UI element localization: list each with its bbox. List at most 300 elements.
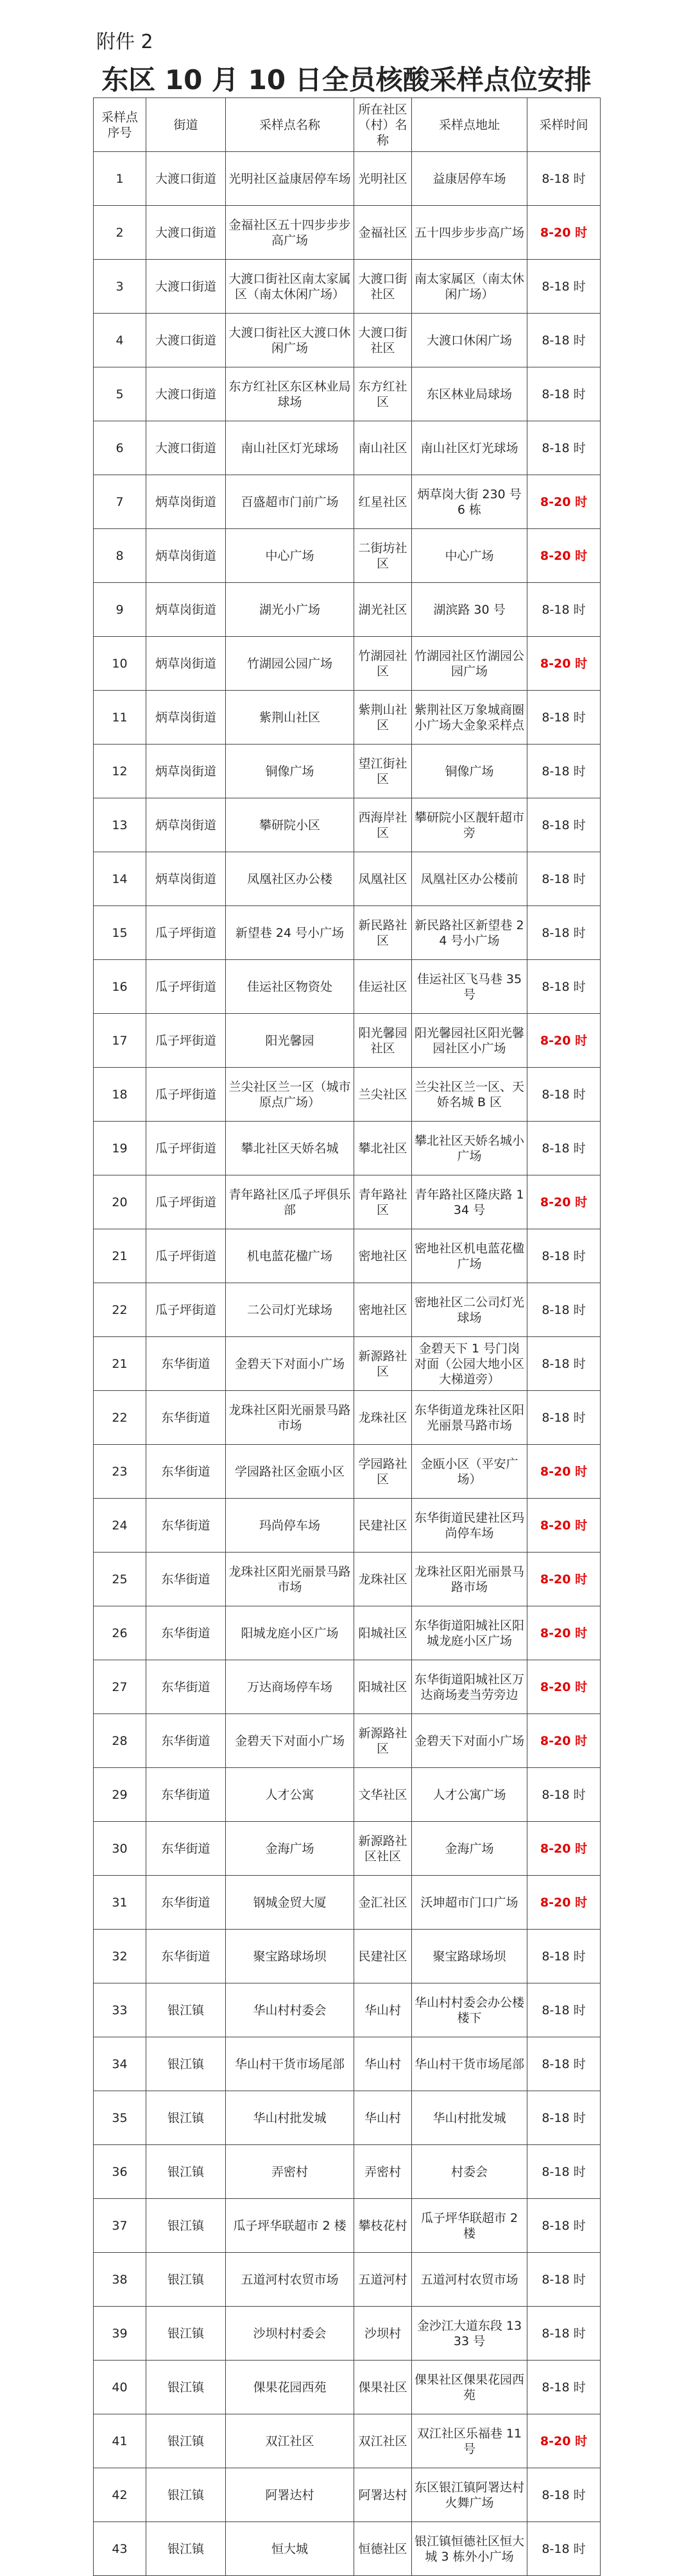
table-row xyxy=(94,745,601,798)
cell-address: 华山村村委会办公楼楼下 xyxy=(412,1983,527,2037)
cell-street: 东华街道 xyxy=(146,1499,226,1553)
cell-community: 密地社区 xyxy=(354,1283,412,1337)
table-row xyxy=(94,583,601,637)
cell-site-number: 36 xyxy=(94,2145,146,2199)
cell-site-name: 青年路社区瓜子坪俱乐部 xyxy=(226,1175,354,1229)
cell-site-name: 机电蓝花楹广场 xyxy=(226,1229,354,1283)
cell-site-name: 攀北社区天娇名城 xyxy=(226,1122,354,1175)
cell-address: 炳草岗大街 230 号 6 栋 xyxy=(412,475,527,529)
table-row xyxy=(94,1876,601,1930)
cell-site-name: 阳光馨园 xyxy=(226,1014,354,1068)
cell-street: 东华街道 xyxy=(146,1391,226,1445)
cell-address: 大渡口休闲广场 xyxy=(412,314,527,367)
cell-street: 东华街道 xyxy=(146,1714,226,1768)
cell-time: 8-20 时 xyxy=(527,1499,601,1553)
table-row xyxy=(94,1068,601,1122)
cell-community: 新源路社区社区 xyxy=(354,1822,412,1876)
table-row xyxy=(94,206,601,260)
cell-site-number: 2 xyxy=(94,206,146,260)
cell-time: 8-18 时 xyxy=(527,260,601,314)
cell-site-name: 竹湖园公园广场 xyxy=(226,637,354,691)
cell-time: 8-18 时 xyxy=(527,1768,601,1822)
table-row xyxy=(94,852,601,906)
cell-address: 倮果社区倮果花园西苑 xyxy=(412,2361,527,2414)
cell-time: 8-20 时 xyxy=(527,1822,601,1876)
cell-site-name: 人才公寓 xyxy=(226,1768,354,1822)
cell-address: 金碧天下对面小广场 xyxy=(412,1714,527,1768)
cell-community: 民建社区 xyxy=(354,1499,412,1553)
cell-time: 8-18 时 xyxy=(527,852,601,906)
cell-community: 光明社区 xyxy=(354,152,412,206)
table-row xyxy=(94,2361,601,2414)
cell-site-number: 20 xyxy=(94,1175,146,1229)
cell-time: 8-18 时 xyxy=(527,2253,601,2307)
cell-site-number: 37 xyxy=(94,2199,146,2253)
cell-community: 南山社区 xyxy=(354,421,412,475)
header-time: 采样时间 xyxy=(527,98,601,152)
cell-site-number: 13 xyxy=(94,798,146,852)
cell-address: 银江镇恒德社区恒大城 3 栋外小广场 xyxy=(412,2522,527,2576)
cell-site-number: 40 xyxy=(94,2361,146,2414)
cell-community: 新源路社区 xyxy=(354,1714,412,1768)
header-address: 采样点地址 xyxy=(412,98,527,152)
cell-site-name: 金福社区五十四步步步高广场 xyxy=(226,206,354,260)
table-row xyxy=(94,1553,601,1606)
cell-street: 瓜子坪街道 xyxy=(146,1068,226,1122)
cell-site-number: 10 xyxy=(94,637,146,691)
attachment-label: 附件 2 xyxy=(96,31,153,53)
cell-community: 佳运社区 xyxy=(354,960,412,1014)
table-row xyxy=(94,2522,601,2576)
cell-community: 新源路社区 xyxy=(354,1337,412,1391)
table-row xyxy=(94,1714,601,1768)
cell-community: 西海岸社区 xyxy=(354,798,412,852)
cell-community: 双江社区 xyxy=(354,2414,412,2468)
cell-street: 银江镇 xyxy=(146,2253,226,2307)
cell-site-number: 11 xyxy=(94,691,146,745)
cell-community: 青年路社区 xyxy=(354,1175,412,1229)
cell-address: 东区林业局球场 xyxy=(412,367,527,421)
cell-street: 银江镇 xyxy=(146,2361,226,2414)
cell-street: 银江镇 xyxy=(146,2091,226,2145)
cell-address: 华山村干货市场尾部 xyxy=(412,2037,527,2091)
cell-time: 8-18 时 xyxy=(527,367,601,421)
cell-address: 紫荆社区万象城商圈小广场大金象采样点 xyxy=(412,691,527,745)
cell-site-number: 18 xyxy=(94,1068,146,1122)
cell-site-number: 4 xyxy=(94,314,146,367)
cell-site-number: 19 xyxy=(94,1122,146,1175)
cell-site-number: 24 xyxy=(94,1499,146,1553)
cell-community: 新民路社区 xyxy=(354,906,412,960)
cell-street: 瓜子坪街道 xyxy=(146,1122,226,1175)
cell-site-name: 华山村干货市场尾部 xyxy=(226,2037,354,2091)
cell-site-number: 32 xyxy=(94,1930,146,1983)
cell-community: 金汇社区 xyxy=(354,1876,412,1930)
cell-time: 8-20 时 xyxy=(527,1175,601,1229)
cell-street: 东华街道 xyxy=(146,1930,226,1983)
cell-address: 南太家属区（南太休闲广场） xyxy=(412,260,527,314)
cell-site-name: 五道河村农贸市场 xyxy=(226,2253,354,2307)
cell-site-name: 东方红社区东区林业局球场 xyxy=(226,367,354,421)
table-row xyxy=(94,367,601,421)
table-row xyxy=(94,1822,601,1876)
cell-address: 密地社区二公司灯光球场 xyxy=(412,1283,527,1337)
cell-time: 8-20 时 xyxy=(527,206,601,260)
table-row xyxy=(94,1499,601,1553)
cell-site-name: 瓜子坪华联超市 2 楼 xyxy=(226,2199,354,2253)
cell-site-name: 大渡口街社区南太家属区（南太休闲广场） xyxy=(226,260,354,314)
cell-time: 8-18 时 xyxy=(527,960,601,1014)
cell-street: 瓜子坪街道 xyxy=(146,1283,226,1337)
cell-site-number: 15 xyxy=(94,906,146,960)
table-row xyxy=(94,152,601,206)
cell-site-number: 39 xyxy=(94,2307,146,2361)
cell-site-name: 双江社区 xyxy=(226,2414,354,2468)
cell-address: 村委会 xyxy=(412,2145,527,2199)
cell-site-number: 12 xyxy=(94,745,146,798)
cell-site-name: 华山村村委会 xyxy=(226,1983,354,2037)
cell-time: 8-20 时 xyxy=(527,1660,601,1714)
cell-community: 五道河村 xyxy=(354,2253,412,2307)
cell-community: 红星社区 xyxy=(354,475,412,529)
cell-site-number: 21 xyxy=(94,1229,146,1283)
cell-address: 五十四步步步高广场 xyxy=(412,206,527,260)
cell-address: 攀研院小区靓轩超市旁 xyxy=(412,798,527,852)
cell-street: 大渡口街道 xyxy=(146,206,226,260)
cell-time: 8-18 时 xyxy=(527,691,601,745)
cell-community: 东方红社区 xyxy=(354,367,412,421)
sampling-sites-table xyxy=(93,97,601,2576)
table-row xyxy=(94,1445,601,1499)
cell-address: 铜像广场 xyxy=(412,745,527,798)
cell-community: 阳光馨园社区 xyxy=(354,1014,412,1068)
cell-address: 金海广场 xyxy=(412,1822,527,1876)
cell-street: 炳草岗街道 xyxy=(146,583,226,637)
cell-time: 8-18 时 xyxy=(527,1229,601,1283)
cell-time: 8-18 时 xyxy=(527,2307,601,2361)
cell-street: 炳草岗街道 xyxy=(146,798,226,852)
cell-site-number: 22 xyxy=(94,1391,146,1445)
table-row xyxy=(94,2037,601,2091)
table-row xyxy=(94,1175,601,1229)
header-site-number: 采样点序号 xyxy=(94,98,146,152)
cell-time: 8-18 时 xyxy=(527,2199,601,2253)
cell-time: 8-20 时 xyxy=(527,2414,601,2468)
cell-street: 瓜子坪街道 xyxy=(146,1175,226,1229)
table-row xyxy=(94,1391,601,1445)
cell-address: 湖滨路 30 号 xyxy=(412,583,527,637)
cell-community: 龙珠社区 xyxy=(354,1553,412,1606)
cell-time: 8-20 时 xyxy=(527,1606,601,1660)
cell-site-name: 湖光小广场 xyxy=(226,583,354,637)
cell-community: 竹湖园社区 xyxy=(354,637,412,691)
table-row xyxy=(94,2199,601,2253)
cell-time: 8-18 时 xyxy=(527,421,601,475)
cell-community: 文华社区 xyxy=(354,1768,412,1822)
cell-street: 银江镇 xyxy=(146,2468,226,2522)
cell-site-name: 攀研院小区 xyxy=(226,798,354,852)
cell-address: 阳光馨园社区阳光馨园社区小广场 xyxy=(412,1014,527,1068)
cell-community: 华山村 xyxy=(354,2091,412,2145)
table-row xyxy=(94,2091,601,2145)
cell-site-number: 5 xyxy=(94,367,146,421)
cell-address: 东区银江镇阿署达村火舞广场 xyxy=(412,2468,527,2522)
cell-site-name: 紫荆山社区 xyxy=(226,691,354,745)
cell-time: 8-20 时 xyxy=(527,475,601,529)
cell-site-name: 玛尚停车场 xyxy=(226,1499,354,1553)
table-row xyxy=(94,1337,601,1391)
cell-street: 炳草岗街道 xyxy=(146,529,226,583)
cell-site-number: 16 xyxy=(94,960,146,1014)
table-row xyxy=(94,1283,601,1337)
cell-address: 益康居停车场 xyxy=(412,152,527,206)
cell-address: 佳运社区飞马巷 35 号 xyxy=(412,960,527,1014)
cell-time: 8-18 时 xyxy=(527,2522,601,2576)
cell-time: 8-18 时 xyxy=(527,2145,601,2199)
cell-street: 大渡口街道 xyxy=(146,421,226,475)
cell-community: 弄密村 xyxy=(354,2145,412,2199)
cell-site-number: 27 xyxy=(94,1660,146,1714)
cell-site-number: 30 xyxy=(94,1822,146,1876)
cell-site-number: 8 xyxy=(94,529,146,583)
cell-community: 倮果社区 xyxy=(354,2361,412,2414)
cell-street: 瓜子坪街道 xyxy=(146,960,226,1014)
cell-site-name: 新望巷 24 号小广场 xyxy=(226,906,354,960)
cell-site-number: 6 xyxy=(94,421,146,475)
cell-site-number: 42 xyxy=(94,2468,146,2522)
cell-community: 凤凰社区 xyxy=(354,852,412,906)
cell-street: 瓜子坪街道 xyxy=(146,1014,226,1068)
table-row xyxy=(94,475,601,529)
cell-site-name: 铜像广场 xyxy=(226,745,354,798)
cell-time: 8-18 时 xyxy=(527,1930,601,1983)
cell-community: 紫荆山社区 xyxy=(354,691,412,745)
cell-time: 8-20 时 xyxy=(527,637,601,691)
cell-street: 大渡口街道 xyxy=(146,260,226,314)
cell-address: 东华街道阳城社区阳城龙庭小区广场 xyxy=(412,1606,527,1660)
cell-address: 华山村批发城 xyxy=(412,2091,527,2145)
cell-community: 阿署达村 xyxy=(354,2468,412,2522)
cell-time: 8-18 时 xyxy=(527,798,601,852)
cell-site-name: 龙珠社区阳光丽景马路市场 xyxy=(226,1391,354,1445)
cell-street: 东华街道 xyxy=(146,1337,226,1391)
cell-community: 湖光社区 xyxy=(354,583,412,637)
cell-address: 双江社区乐福巷 11 号 xyxy=(412,2414,527,2468)
cell-street: 瓜子坪街道 xyxy=(146,1229,226,1283)
table-row xyxy=(94,314,601,367)
table-row xyxy=(94,1768,601,1822)
cell-time: 8-18 时 xyxy=(527,2361,601,2414)
cell-street: 东华街道 xyxy=(146,1822,226,1876)
cell-site-name: 兰尖社区兰一区（城市原点广场） xyxy=(226,1068,354,1122)
cell-street: 炳草岗街道 xyxy=(146,475,226,529)
table-row xyxy=(94,1606,601,1660)
cell-address: 密地社区机电蓝花楹广场 xyxy=(412,1229,527,1283)
cell-site-number: 23 xyxy=(94,1445,146,1499)
cell-street: 东华街道 xyxy=(146,1445,226,1499)
cell-site-name: 沙坝村村委会 xyxy=(226,2307,354,2361)
cell-site-number: 22 xyxy=(94,1283,146,1337)
cell-address: 东华街道龙珠社区阳光丽景马路市场 xyxy=(412,1391,527,1445)
page-title: 东区 10 月 10 日全员核酸采样点位安排 xyxy=(101,64,592,96)
cell-time: 8-18 时 xyxy=(527,1983,601,2037)
cell-address: 聚宝路球场坝 xyxy=(412,1930,527,1983)
cell-community: 二街坊社区 xyxy=(354,529,412,583)
cell-community: 攀枝花村 xyxy=(354,2199,412,2253)
cell-street: 东华街道 xyxy=(146,1606,226,1660)
cell-street: 银江镇 xyxy=(146,2199,226,2253)
cell-address: 凤凰社区办公楼前 xyxy=(412,852,527,906)
cell-site-name: 金碧天下对面小广场 xyxy=(226,1337,354,1391)
cell-street: 大渡口街道 xyxy=(146,152,226,206)
table-row xyxy=(94,1930,601,1983)
cell-time: 8-18 时 xyxy=(527,2468,601,2522)
cell-time: 8-18 时 xyxy=(527,152,601,206)
cell-site-name: 大渡口街社区大渡口休闲广场 xyxy=(226,314,354,367)
cell-street: 瓜子坪街道 xyxy=(146,906,226,960)
table-row xyxy=(94,2468,601,2522)
cell-street: 大渡口街道 xyxy=(146,367,226,421)
cell-site-name: 万达商场停车场 xyxy=(226,1660,354,1714)
cell-community: 金福社区 xyxy=(354,206,412,260)
cell-address: 新民路社区新望巷 24 号小广场 xyxy=(412,906,527,960)
cell-street: 东华街道 xyxy=(146,1660,226,1714)
cell-street: 炳草岗街道 xyxy=(146,691,226,745)
cell-community: 龙珠社区 xyxy=(354,1391,412,1445)
cell-time: 8-18 时 xyxy=(527,906,601,960)
cell-site-name: 学园路社区金瓯小区 xyxy=(226,1445,354,1499)
cell-site-name: 阿署达村 xyxy=(226,2468,354,2522)
cell-site-number: 35 xyxy=(94,2091,146,2145)
table-row xyxy=(94,2145,601,2199)
cell-community: 攀北社区 xyxy=(354,1122,412,1175)
cell-community: 望江街社区 xyxy=(354,745,412,798)
table-row xyxy=(94,798,601,852)
cell-community: 阳城社区 xyxy=(354,1606,412,1660)
cell-community: 兰尖社区 xyxy=(354,1068,412,1122)
cell-site-number: 3 xyxy=(94,260,146,314)
table-row xyxy=(94,906,601,960)
cell-site-number: 38 xyxy=(94,2253,146,2307)
cell-community: 大渡口街社区 xyxy=(354,260,412,314)
cell-community: 密地社区 xyxy=(354,1229,412,1283)
cell-time: 8-18 时 xyxy=(527,2091,601,2145)
table-header-row xyxy=(94,98,601,152)
table-row xyxy=(94,691,601,745)
cell-address: 中心广场 xyxy=(412,529,527,583)
cell-street: 炳草岗街道 xyxy=(146,637,226,691)
table-row xyxy=(94,1122,601,1175)
cell-address: 人才公寓广场 xyxy=(412,1768,527,1822)
cell-time: 8-18 时 xyxy=(527,745,601,798)
cell-community: 阳城社区 xyxy=(354,1660,412,1714)
cell-time: 8-18 时 xyxy=(527,314,601,367)
cell-site-number: 26 xyxy=(94,1606,146,1660)
cell-site-name: 光明社区益康居停车场 xyxy=(226,152,354,206)
cell-address: 金沙江大道东段 1333 号 xyxy=(412,2307,527,2361)
cell-site-number: 1 xyxy=(94,152,146,206)
cell-site-name: 金碧天下对面小广场 xyxy=(226,1714,354,1768)
cell-site-name: 龙珠社区阳光丽景马路市场 xyxy=(226,1553,354,1606)
cell-street: 东华街道 xyxy=(146,1876,226,1930)
table-row xyxy=(94,960,601,1014)
cell-community: 华山村 xyxy=(354,1983,412,2037)
cell-site-name: 金海广场 xyxy=(226,1822,354,1876)
cell-time: 8-20 时 xyxy=(527,1553,601,1606)
table-row xyxy=(94,2253,601,2307)
cell-time: 8-20 时 xyxy=(527,1876,601,1930)
cell-address: 南山社区灯光球场 xyxy=(412,421,527,475)
cell-address: 金瓯小区（平安广场） xyxy=(412,1445,527,1499)
cell-community: 沙坝村 xyxy=(354,2307,412,2361)
cell-site-name: 恒大城 xyxy=(226,2522,354,2576)
cell-address: 攀北社区天娇名城小广场 xyxy=(412,1122,527,1175)
table-row xyxy=(94,1229,601,1283)
cell-site-name: 百盛超市门前广场 xyxy=(226,475,354,529)
cell-site-name: 二公司灯光球场 xyxy=(226,1283,354,1337)
cell-community: 民建社区 xyxy=(354,1930,412,1983)
cell-site-number: 41 xyxy=(94,2414,146,2468)
cell-site-number: 21 xyxy=(94,1337,146,1391)
table-row xyxy=(94,637,601,691)
cell-site-name: 华山村批发城 xyxy=(226,2091,354,2145)
cell-address: 沃坤超市门口广场 xyxy=(412,1876,527,1930)
table-row xyxy=(94,1660,601,1714)
cell-time: 8-20 时 xyxy=(527,1014,601,1068)
cell-street: 炳草岗街道 xyxy=(146,745,226,798)
cell-time: 8-18 时 xyxy=(527,1283,601,1337)
cell-street: 银江镇 xyxy=(146,1983,226,2037)
table-row xyxy=(94,1983,601,2037)
cell-site-number: 14 xyxy=(94,852,146,906)
cell-time: 8-18 时 xyxy=(527,1122,601,1175)
cell-community: 大渡口街社区 xyxy=(354,314,412,367)
cell-site-number: 34 xyxy=(94,2037,146,2091)
cell-site-name: 南山社区灯光球场 xyxy=(226,421,354,475)
cell-site-name: 钢城金贸大厦 xyxy=(226,1876,354,1930)
cell-time: 8-20 时 xyxy=(527,1445,601,1499)
cell-time: 8-18 时 xyxy=(527,1391,601,1445)
cell-street: 大渡口街道 xyxy=(146,314,226,367)
cell-address: 瓜子坪华联超市 2 楼 xyxy=(412,2199,527,2253)
cell-street: 银江镇 xyxy=(146,2145,226,2199)
cell-site-number: 29 xyxy=(94,1768,146,1822)
cell-street: 炳草岗街道 xyxy=(146,852,226,906)
header-community: 所在社区（村）名称 xyxy=(354,98,412,152)
cell-site-number: 33 xyxy=(94,1983,146,2037)
table-row xyxy=(94,1014,601,1068)
cell-street: 东华街道 xyxy=(146,1768,226,1822)
cell-site-number: 9 xyxy=(94,583,146,637)
cell-site-number: 17 xyxy=(94,1014,146,1068)
header-site-name: 采样点名称 xyxy=(226,98,354,152)
cell-site-name: 弄密村 xyxy=(226,2145,354,2199)
cell-time: 8-18 时 xyxy=(527,583,601,637)
cell-site-name: 中心广场 xyxy=(226,529,354,583)
cell-site-name: 凤凰社区办公楼 xyxy=(226,852,354,906)
table-row xyxy=(94,529,601,583)
cell-street: 银江镇 xyxy=(146,2037,226,2091)
cell-time: 8-18 时 xyxy=(527,1337,601,1391)
cell-street: 银江镇 xyxy=(146,2307,226,2361)
cell-address: 龙珠社区阳光丽景马路市场 xyxy=(412,1553,527,1606)
cell-time: 8-18 时 xyxy=(527,1068,601,1122)
cell-street: 银江镇 xyxy=(146,2414,226,2468)
header-street: 街道 xyxy=(146,98,226,152)
cell-address: 东华街道阳城社区万达商场麦当劳旁边 xyxy=(412,1660,527,1714)
cell-address: 东华街道民建社区玛尚停车场 xyxy=(412,1499,527,1553)
cell-community: 学园路社区 xyxy=(354,1445,412,1499)
